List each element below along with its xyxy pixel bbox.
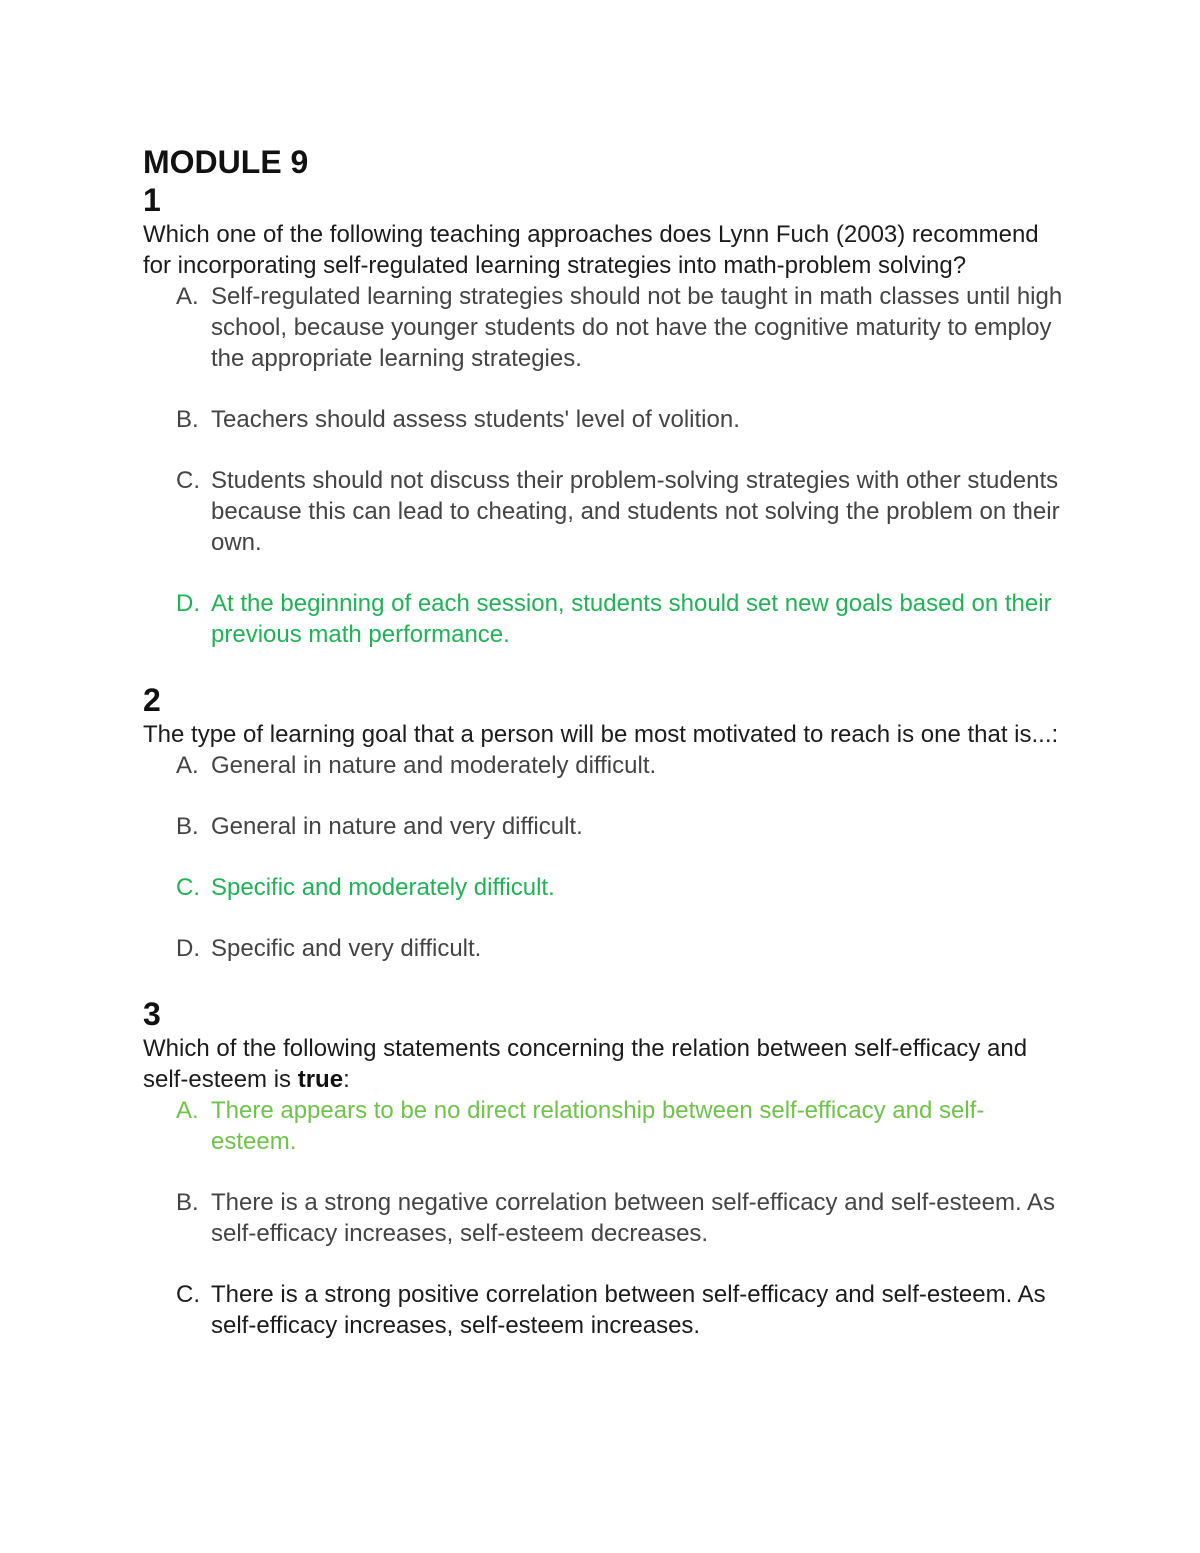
document-page <box>143 143 1063 1341</box>
option-text: There appears to be no direct relationship between self-efficacy and self-esteem. <box>211 1097 985 1155</box>
option-b <box>143 1187 1063 1249</box>
question-text: Which one of the following teaching approaches does Lynn Fuch (2003) recommend for incorporating self-regulated learning strategies into math-problem solving? <box>143 221 1039 279</box>
question-1 <box>143 181 1063 650</box>
question-text-before: Which of the following statements concerning the relation between self-efficacy and self-esteem is <box>143 1035 1028 1093</box>
option-text: There is a strong positive correlation between self-efficacy and self-esteem. As self-efficacy increases, self-esteem increases. <box>211 1281 1046 1339</box>
question-3 <box>143 995 1063 1341</box>
question-text-after: : <box>343 1066 350 1093</box>
option-d <box>143 933 1063 964</box>
question-text <box>143 1033 1063 1095</box>
option-text: Self-regulated learning strategies should not be taught in math classes until high school, because younger students do not have the cognitive maturity to employ the appropriate learning strategies. <box>211 283 1063 372</box>
answer-options <box>143 750 1063 964</box>
question-number: 3 <box>143 996 161 1032</box>
option-letter: B. <box>176 406 199 433</box>
module-title: MODULE 9 <box>143 144 309 180</box>
answer-options <box>143 1095 1063 1341</box>
option-letter: A. <box>176 1097 199 1124</box>
option-letter: C. <box>176 467 200 494</box>
option-b <box>143 811 1063 842</box>
question-text-emphasis: true <box>297 1066 344 1093</box>
option-letter: A. <box>176 283 199 310</box>
option-text: General in nature and very difficult. <box>211 813 583 840</box>
option-text: Students should not discuss their problem-solving strategies with other students because this can lead to cheating, and students not solving the problem on their own. <box>211 467 1060 556</box>
question-2 <box>143 681 1063 964</box>
option-c <box>143 1279 1063 1341</box>
option-text: Specific and very difficult. <box>211 935 482 962</box>
option-c <box>143 465 1063 558</box>
question-number: 1 <box>143 182 161 218</box>
option-letter: D. <box>176 935 200 962</box>
option-text: At the beginning of each session, students should set new goals based on their previous math performance. <box>211 590 1052 648</box>
option-a <box>143 281 1063 374</box>
option-letter: C. <box>176 874 200 901</box>
option-text: Teachers should assess students' level of volition. <box>211 406 740 433</box>
option-text: There is a strong negative correlation between self-efficacy and self-esteem. As self-efficacy increases, self-esteem decreases. <box>211 1189 1055 1247</box>
option-b <box>143 404 1063 435</box>
option-letter: C. <box>176 1281 200 1308</box>
option-text: General in nature and moderately difficult. <box>211 752 657 779</box>
option-a-correct-answer <box>143 1095 1063 1157</box>
option-c-correct-answer <box>143 872 1063 903</box>
option-a <box>143 750 1063 781</box>
option-letter: D. <box>176 590 200 617</box>
option-letter: B. <box>176 1189 199 1216</box>
option-letter: B. <box>176 813 199 840</box>
answer-options <box>143 281 1063 650</box>
option-text: Specific and moderately difficult. <box>211 874 555 901</box>
option-d-correct-answer <box>143 588 1063 650</box>
option-letter: A. <box>176 752 199 779</box>
question-text: The type of learning goal that a person will be most motivated to reach is one that is...: <box>143 721 1059 748</box>
question-number: 2 <box>143 682 161 718</box>
